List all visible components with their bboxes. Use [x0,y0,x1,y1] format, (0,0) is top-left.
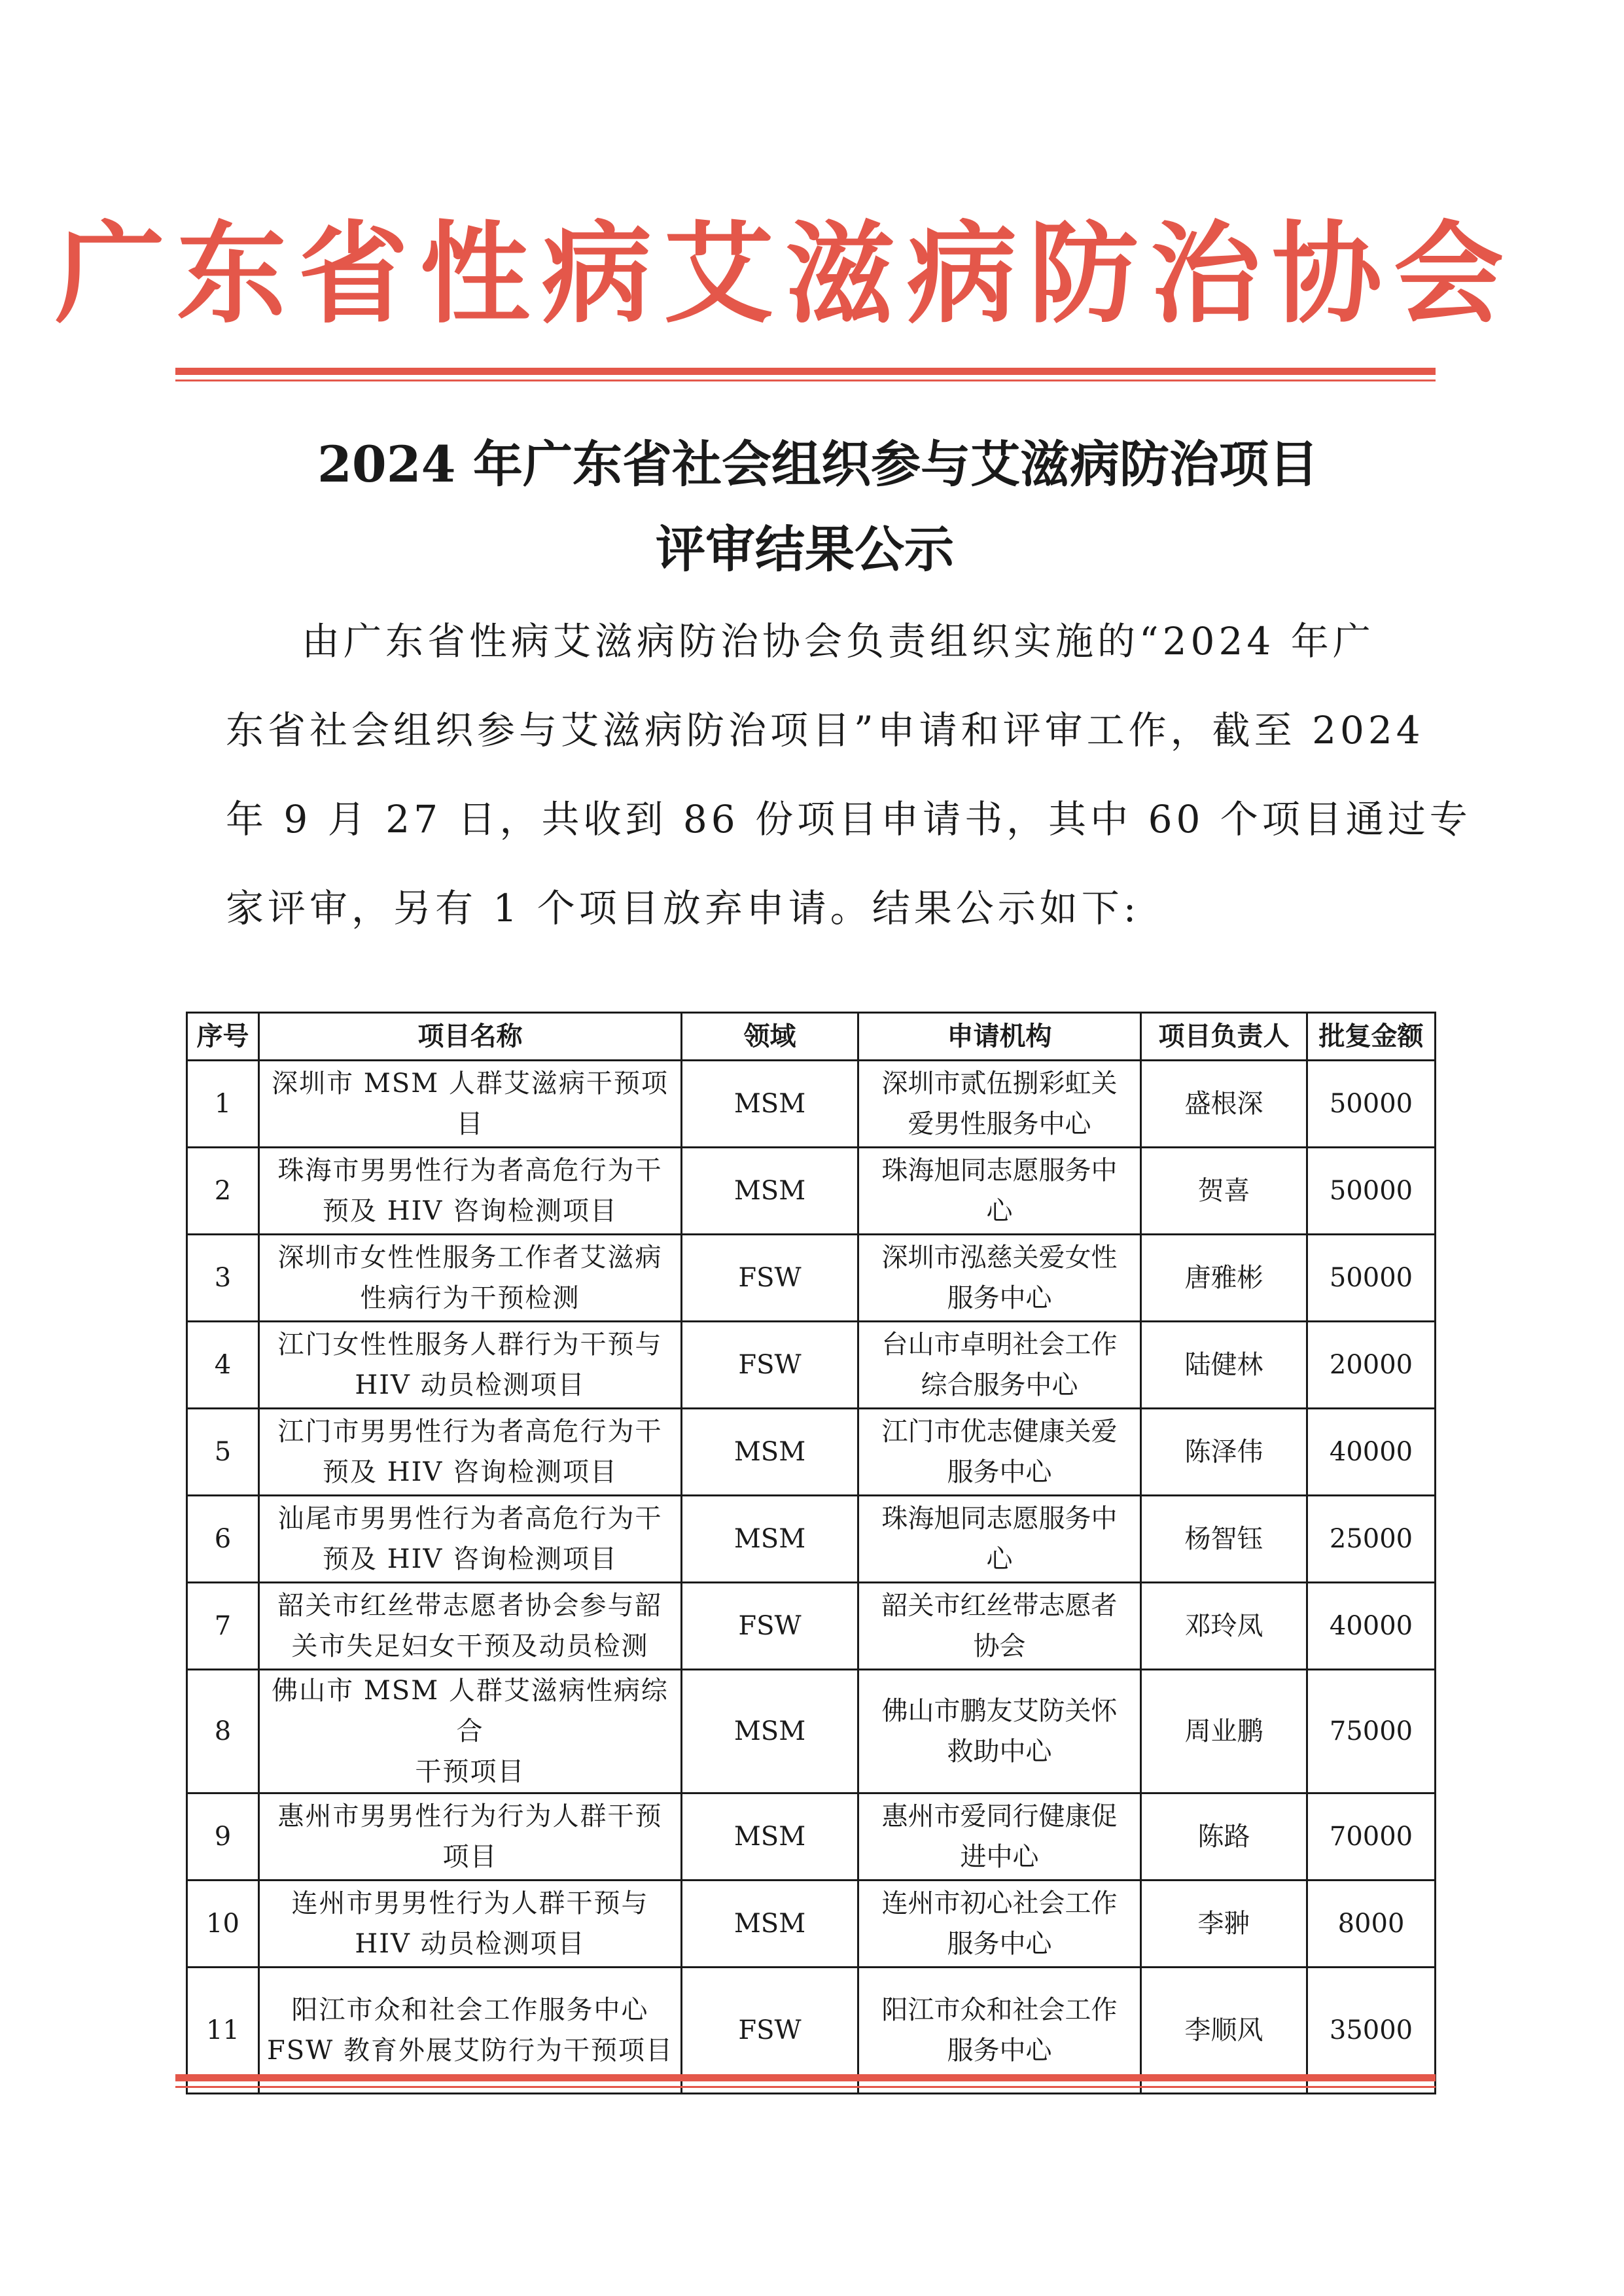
cell-field: MSM [682,1148,858,1235]
cell-line: 珠海旭同志愿服务中 [881,1156,1118,1186]
cell-field: MSM [682,1793,858,1881]
cell-line: FSW 教育外展艾防行为干预项目 [267,2036,673,2066]
cell-line: 深圳市 MSM 人群艾滋病干预项目 [272,1069,669,1139]
cell-project-leader: 陆健林 [1141,1322,1307,1409]
cell-approved-amount: 75000 [1307,1670,1436,1793]
cell-line: 心 [986,1544,1013,1574]
cell-field: MSM [682,1670,858,1793]
cell-approved-amount: 40000 [1307,1583,1436,1670]
cell-applicant-org [858,1322,1141,1409]
table-row [187,1881,1436,1968]
cell-field: FSW [682,1583,858,1670]
cell-field: FSW [682,1322,858,1409]
cell-line: 救助中心 [947,1737,1052,1767]
cell-line: 服务中心 [947,2036,1052,2066]
header-project-leader: 项目负责人 [1141,1013,1307,1061]
document-title-line-1: 2024 年广东省社会组织参与艾滋病防治项目 [317,435,1318,493]
cell-line: 综合服务中心 [921,1370,1078,1400]
table-row [187,1793,1436,1881]
cell-serial-number: 1 [187,1061,259,1148]
cell-project-name [259,1793,682,1881]
header-applicant-org: 申请机构 [858,1013,1141,1061]
cell-line: 惠州市男男性行为行为人群干预 [277,1801,663,1831]
cell-line: 珠海旭同志愿服务中 [881,1504,1118,1534]
cell-field: FSW [682,1968,858,2094]
cell-line: 项目 [442,1842,498,1872]
cell-approved-amount: 50000 [1307,1061,1436,1148]
cell-project-leader: 贺喜 [1141,1148,1307,1235]
cell-line: 珠海市男男性行为者高危行为干 [277,1156,663,1186]
table-row [187,1496,1436,1583]
cell-applicant-org [858,1148,1141,1235]
table-header-row [187,1013,1436,1061]
cell-line: 预及 HIV 咨询检测项目 [323,1457,618,1487]
cell-approved-amount: 25000 [1307,1496,1436,1583]
intro-line: 年 9 月 27 日，共收到 86 份项目申请书，其中 60 个项目通过专 [226,797,1472,841]
cell-line: 进中心 [960,1842,1039,1872]
cell-line: 佛山市鹏友艾防关怀 [881,1696,1118,1726]
cell-line: 心 [986,1196,1013,1226]
cell-line: 干预项目 [415,1757,525,1787]
header-serial-number: 序号 [187,1013,259,1061]
cell-serial-number: 7 [187,1583,259,1670]
cell-field: FSW [682,1235,858,1322]
cell-line: 关市失足妇女干预及动员检测 [291,1631,649,1661]
table-row [187,1670,1436,1793]
cell-approved-amount: 50000 [1307,1148,1436,1235]
cell-applicant-org [858,1496,1141,1583]
table-row [187,1148,1436,1235]
cell-serial-number: 5 [187,1409,259,1496]
header-project-name: 项目名称 [259,1013,682,1061]
cell-line: 服务中心 [947,1283,1052,1313]
table-row [187,1061,1436,1148]
intro-line: 东省社会组织参与艾滋病防治项目”申请和评审工作，截至 2024 [226,708,1424,752]
cell-line: 服务中心 [947,1929,1052,1959]
cell-serial-number: 9 [187,1793,259,1881]
cell-project-leader: 陈路 [1141,1793,1307,1881]
cell-applicant-org [858,1235,1141,1322]
cell-approved-amount: 50000 [1307,1235,1436,1322]
intro-paragraph [226,597,1472,953]
cell-project-leader: 陈泽伟 [1141,1409,1307,1496]
cell-line: 汕尾市男男性行为者高危行为干 [277,1504,663,1534]
cell-line: 阳江市众和社会工作服务中心 [291,1995,649,2025]
footer-rule-thick [175,2074,1436,2081]
cell-line: 服务中心 [947,1457,1052,1487]
cell-field: MSM [682,1496,858,1583]
letterhead-rule-thick [175,368,1436,375]
cell-line: 深圳市贰伍捌彩虹关 [881,1069,1118,1099]
letterhead-org-name: 广东省性病艾滋病防治协会 [55,209,1515,338]
cell-project-leader: 杨智钰 [1141,1496,1307,1583]
cell-line: 预及 HIV 咨询检测项目 [323,1544,618,1574]
document-title-line-2: 评审结果公示 [656,520,954,578]
cell-serial-number: 8 [187,1670,259,1793]
cell-project-leader: 邓玲凤 [1141,1583,1307,1670]
cell-applicant-org [858,1670,1141,1793]
cell-line: 协会 [973,1631,1026,1661]
cell-line: 深圳市泓慈关爱女性 [881,1243,1118,1273]
cell-line: 连州市初心社会工作 [881,1888,1118,1918]
cell-applicant-org [858,1583,1141,1670]
cell-line: 江门市优志健康关爱 [881,1417,1118,1447]
cell-line: 深圳市女性性服务工作者艾滋病 [277,1243,663,1273]
cell-field: MSM [682,1061,858,1148]
cell-line: 江门女性性服务人群行为干预与 [277,1330,663,1360]
table-row [187,1583,1436,1670]
cell-serial-number: 6 [187,1496,259,1583]
cell-line: 连州市男男性行为人群干预与 [291,1888,649,1918]
cell-project-name [259,1235,682,1322]
cell-project-name [259,1583,682,1670]
cell-line: HIV 动员检测项目 [355,1929,586,1959]
cell-approved-amount: 40000 [1307,1409,1436,1496]
cell-line: 阳江市众和社会工作 [881,1995,1118,2025]
cell-serial-number: 10 [187,1881,259,1968]
cell-approved-amount: 8000 [1307,1881,1436,1968]
cell-project-name [259,1881,682,1968]
cell-project-name [259,1409,682,1496]
cell-applicant-org [858,1061,1141,1148]
cell-project-name [259,1670,682,1793]
cell-line: 性病行为干预检测 [360,1283,580,1313]
table-row [187,1409,1436,1496]
cell-approved-amount: 20000 [1307,1322,1436,1409]
intro-line: 家评审，另有 1 个项目放弃申请。结果公示如下: [226,886,1140,930]
cell-project-leader: 李顺风 [1141,1968,1307,2094]
cell-project-leader: 盛根深 [1141,1061,1307,1148]
cell-line: 预及 HIV 咨询检测项目 [323,1196,618,1226]
cell-serial-number: 2 [187,1148,259,1235]
header-field: 领域 [682,1013,858,1061]
table-row [187,1235,1436,1322]
cell-serial-number: 4 [187,1322,259,1409]
cell-approved-amount: 70000 [1307,1793,1436,1881]
cell-project-name [259,1148,682,1235]
cell-serial-number: 11 [187,1968,259,2094]
cell-project-leader: 李翀 [1141,1881,1307,1968]
cell-line: 佛山市 MSM 人群艾滋病性病综合 [272,1676,669,1746]
cell-field: MSM [682,1881,858,1968]
cell-applicant-org [858,1409,1141,1496]
cell-line: 台山市卓明社会工作 [881,1330,1118,1360]
cell-line: 爱男性服务中心 [908,1109,1091,1139]
cell-applicant-org [858,1793,1141,1881]
footer-rule-thin [175,2086,1436,2088]
cell-line: 惠州市爱同行健康促 [881,1801,1118,1831]
intro-line: 由广东省性病艾滋病防治协会负责组织实施的“2024 年广 [302,619,1375,663]
cell-project-name [259,1061,682,1148]
cell-approved-amount: 35000 [1307,1968,1436,2094]
cell-project-leader: 周业鹏 [1141,1670,1307,1793]
cell-line: 江门市男男性行为者高危行为干 [277,1417,663,1447]
cell-serial-number: 3 [187,1235,259,1322]
cell-line: 韶关市红丝带志愿者 [881,1591,1118,1621]
cell-field: MSM [682,1409,858,1496]
cell-project-leader: 唐雅彬 [1141,1235,1307,1322]
cell-project-name [259,1496,682,1583]
header-approved-amount: 批复金额 [1307,1013,1436,1061]
table-row [187,1322,1436,1409]
cell-line: HIV 动员检测项目 [355,1370,586,1400]
cell-line: 韶关市红丝带志愿者协会参与韶 [277,1591,663,1621]
letterhead-rule-thin [175,380,1436,381]
cell-applicant-org [858,1881,1141,1968]
results-table [186,1012,1436,2094]
cell-project-name [259,1322,682,1409]
